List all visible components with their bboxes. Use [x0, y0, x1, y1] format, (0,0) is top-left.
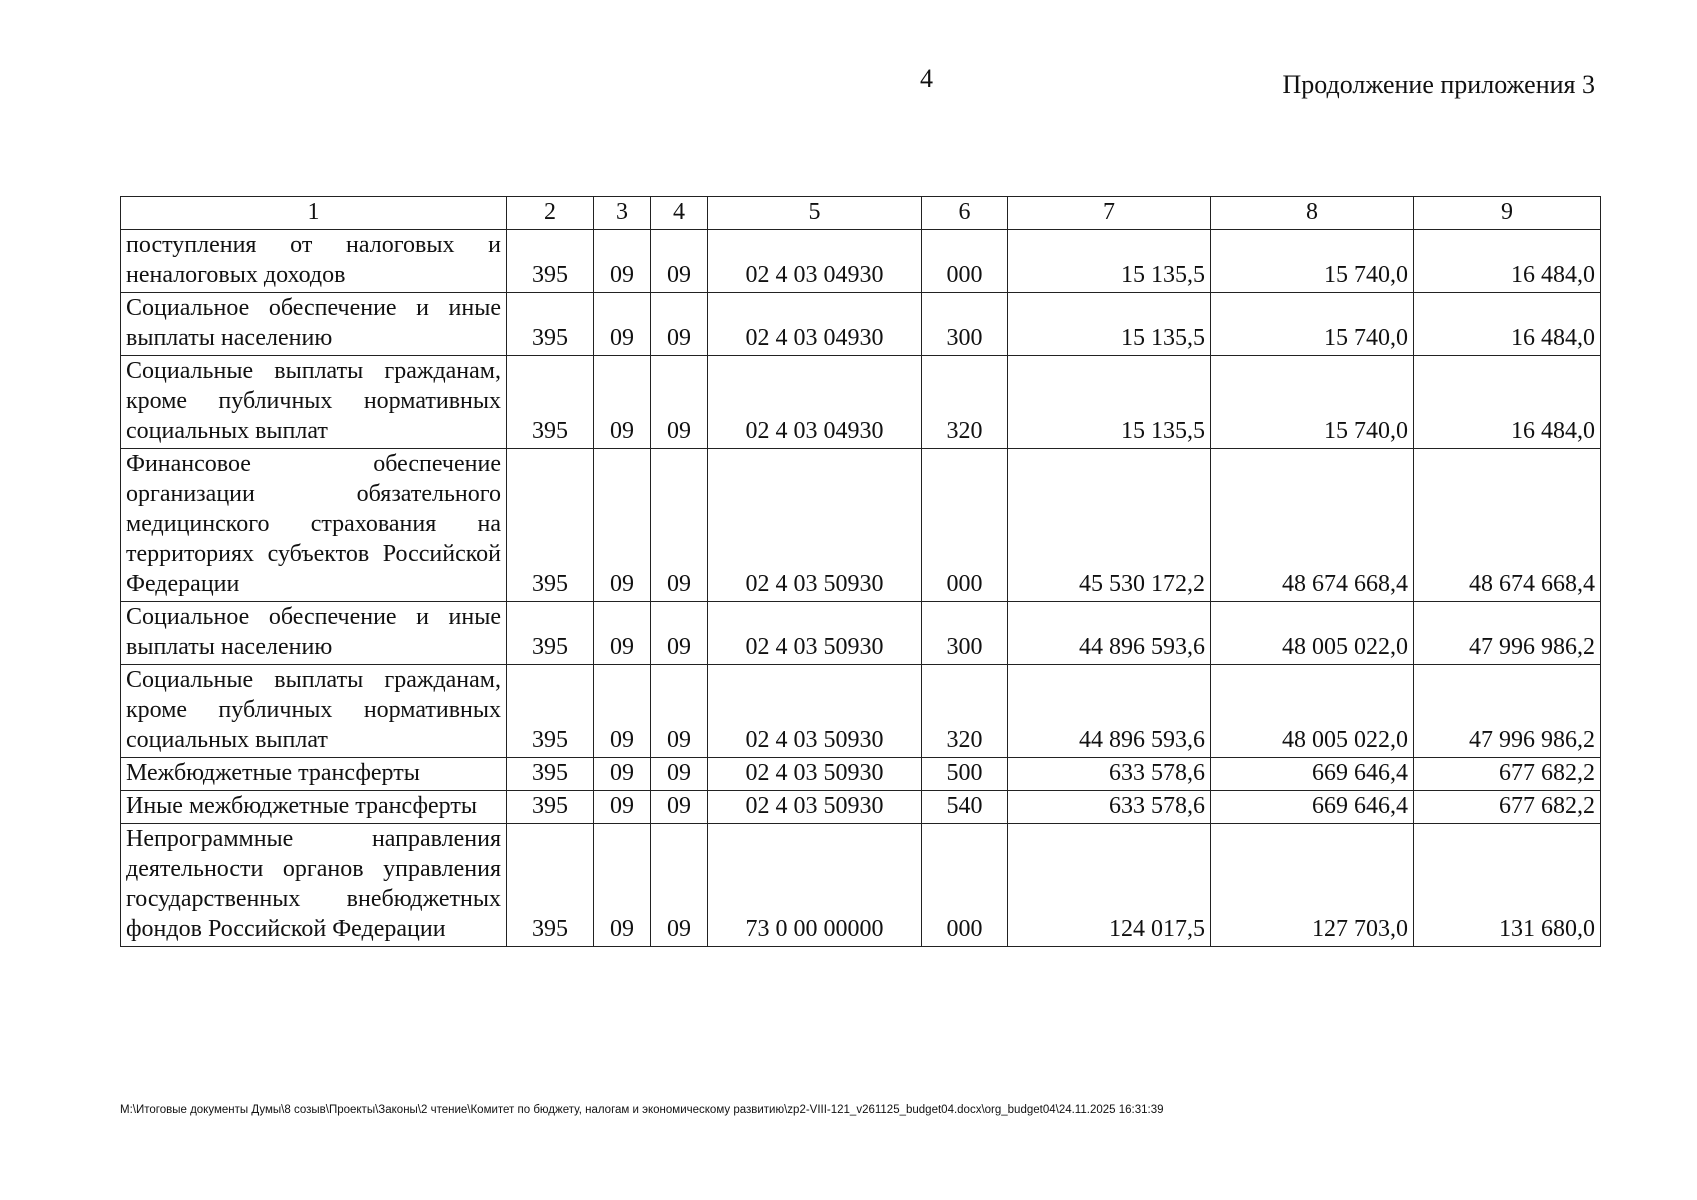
table-cell: 09	[594, 791, 651, 824]
budget-table	[120, 196, 1601, 947]
table-cell: 09	[594, 602, 651, 665]
table-cell: 47 996 986,2	[1414, 665, 1601, 758]
table-cell: 02 4 03 50930	[708, 665, 922, 758]
table-cell: 45 530 172,2	[1008, 449, 1211, 602]
table-cell: 500	[922, 758, 1008, 791]
row-name-cell: Финансовое обеспечение организации обязательного медицинского страхования на территориях субъектов Российской Федерации	[121, 449, 507, 602]
table-cell: 48 674 668,4	[1414, 449, 1601, 602]
table-cell: 320	[922, 665, 1008, 758]
table-cell: 677 682,2	[1414, 758, 1601, 791]
table-cell: 09	[594, 665, 651, 758]
table-cell: 16 484,0	[1414, 293, 1601, 356]
column-header: 8	[1211, 197, 1414, 230]
table-cell: 131 680,0	[1414, 824, 1601, 947]
table-cell: 15 135,5	[1008, 230, 1211, 293]
table-cell: 02 4 03 50930	[708, 602, 922, 665]
table-cell: 09	[594, 356, 651, 449]
table-cell: 44 896 593,6	[1008, 602, 1211, 665]
table-cell: 300	[922, 293, 1008, 356]
table-row	[121, 758, 1601, 791]
table-cell: 02 4 03 50930	[708, 758, 922, 791]
table-cell: 677 682,2	[1414, 791, 1601, 824]
table-cell: 633 578,6	[1008, 791, 1211, 824]
table-row	[121, 791, 1601, 824]
column-header: 5	[708, 197, 922, 230]
column-header: 7	[1008, 197, 1211, 230]
table-cell: 73 0 00 00000	[708, 824, 922, 947]
table-row	[121, 230, 1601, 293]
row-name-cell: Социальные выплаты гражданам, кроме публичных нормативных социальных выплат	[121, 356, 507, 449]
column-header: 6	[922, 197, 1008, 230]
row-name-cell: поступления от налоговых и неналоговых доходов	[121, 230, 507, 293]
table-cell: 395	[507, 356, 594, 449]
row-name-cell: Социальное обеспечение и иные выплаты населению	[121, 602, 507, 665]
table-cell: 669 646,4	[1211, 791, 1414, 824]
table-cell: 47 996 986,2	[1414, 602, 1601, 665]
table-cell: 44 896 593,6	[1008, 665, 1211, 758]
table-cell: 633 578,6	[1008, 758, 1211, 791]
column-header: 9	[1414, 197, 1601, 230]
table-cell: 16 484,0	[1414, 356, 1601, 449]
row-name-cell: Межбюджетные трансферты	[121, 758, 507, 791]
table-cell: 09	[651, 824, 708, 947]
table-cell: 15 740,0	[1211, 356, 1414, 449]
table-cell: 48 005 022,0	[1211, 665, 1414, 758]
table-cell: 09	[651, 602, 708, 665]
table-cell: 09	[594, 293, 651, 356]
table-cell: 02 4 03 04930	[708, 293, 922, 356]
table-cell: 000	[922, 449, 1008, 602]
table-row	[121, 665, 1601, 758]
row-name-cell: Непрограммные направления деятельности органов управления государственных внебюджетных фондов Российской Федерации	[121, 824, 507, 947]
header-row	[121, 197, 1601, 230]
table-cell: 127 703,0	[1211, 824, 1414, 947]
page-number: 4	[920, 64, 933, 93]
table-cell: 09	[594, 824, 651, 947]
table-cell: 02 4 03 50930	[708, 791, 922, 824]
table-cell: 16 484,0	[1414, 230, 1601, 293]
table-row	[121, 602, 1601, 665]
table-cell: 395	[507, 758, 594, 791]
table-cell: 48 674 668,4	[1211, 449, 1414, 602]
table-cell: 15 740,0	[1211, 230, 1414, 293]
table-cell: 395	[507, 449, 594, 602]
table-cell: 000	[922, 230, 1008, 293]
table-cell: 395	[507, 791, 594, 824]
table-cell: 540	[922, 791, 1008, 824]
table-row	[121, 293, 1601, 356]
file-path-footer: M:\Итоговые документы Думы\8 созыв\Проекты\Законы\2 чтение\Комитет по бюджету, налогам и экономическому развитию\zp2-VIII-121_v261125_budget04.docx\org_budget04\24.11.2025 16:31:39	[120, 1104, 1164, 1116]
table-cell: 09	[651, 758, 708, 791]
table-cell: 15 740,0	[1211, 293, 1414, 356]
table-cell: 48 005 022,0	[1211, 602, 1414, 665]
table-cell: 09	[651, 356, 708, 449]
column-header: 1	[121, 197, 507, 230]
column-header: 3	[594, 197, 651, 230]
table-cell: 15 135,5	[1008, 293, 1211, 356]
table-cell: 02 4 03 50930	[708, 449, 922, 602]
table-cell: 09	[594, 449, 651, 602]
table-cell: 02 4 03 04930	[708, 356, 922, 449]
table-cell: 395	[507, 602, 594, 665]
table-cell: 02 4 03 04930	[708, 230, 922, 293]
table-row	[121, 824, 1601, 947]
column-header: 2	[507, 197, 594, 230]
table-cell: 09	[594, 230, 651, 293]
table-cell: 000	[922, 824, 1008, 947]
table-row	[121, 449, 1601, 602]
table-cell: 09	[651, 665, 708, 758]
row-name-cell: Социальные выплаты гражданам, кроме публичных нормативных социальных выплат	[121, 665, 507, 758]
table-cell: 09	[651, 791, 708, 824]
table-cell: 320	[922, 356, 1008, 449]
table-cell: 09	[651, 293, 708, 356]
table-cell: 124 017,5	[1008, 824, 1211, 947]
table-cell: 09	[594, 758, 651, 791]
row-name-cell: Социальное обеспечение и иные выплаты населению	[121, 293, 507, 356]
continuation-label: Продолжение приложения 3	[1282, 70, 1595, 99]
table-cell: 395	[507, 665, 594, 758]
table-cell: 09	[651, 230, 708, 293]
table-cell: 395	[507, 293, 594, 356]
table-cell: 15 135,5	[1008, 356, 1211, 449]
table-cell: 669 646,4	[1211, 758, 1414, 791]
table-cell: 300	[922, 602, 1008, 665]
row-name-cell: Иные межбюджетные трансферты	[121, 791, 507, 824]
table-cell: 395	[507, 230, 594, 293]
table-row	[121, 356, 1601, 449]
column-header: 4	[651, 197, 708, 230]
table-cell: 09	[651, 449, 708, 602]
table-cell: 395	[507, 824, 594, 947]
